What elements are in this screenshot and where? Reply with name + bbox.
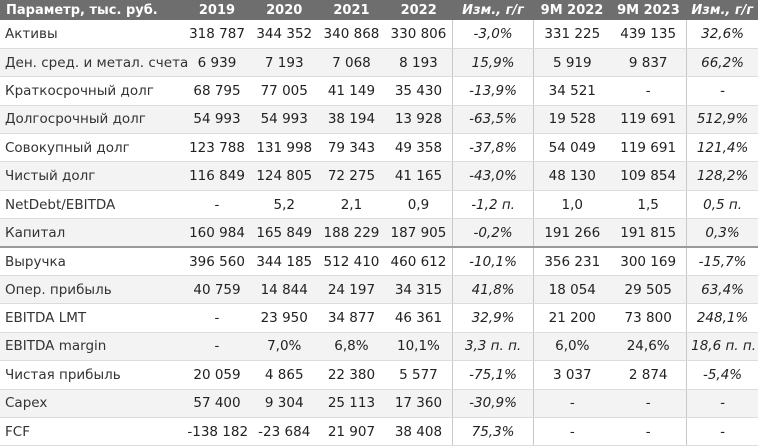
- cell-2022: 49 358: [385, 134, 452, 162]
- cell-change-yoy: -3,0%: [452, 20, 534, 48]
- row-name: Опер. прибыль: [0, 276, 183, 304]
- row-name: NetDebt/EBITDA: [0, 190, 183, 218]
- cell-9m-2023: 300 169: [610, 247, 686, 275]
- cell-2021: 21 907: [318, 417, 385, 445]
- row-name: Совокупный долг: [0, 134, 183, 162]
- cell-2021: 340 868: [318, 20, 385, 48]
- cell-2019: 160 984: [183, 219, 250, 247]
- cell-2021: 188 229: [318, 219, 385, 247]
- cell-2021: 22 380: [318, 361, 385, 389]
- header-2022: 2022: [385, 0, 452, 20]
- cell-2020: 4 865: [251, 361, 318, 389]
- cell-change-9m: -5,4%: [687, 361, 758, 389]
- cell-change-9m: 63,4%: [687, 276, 758, 304]
- header-param: Параметр, тыс. руб.: [0, 0, 183, 20]
- row-name: Чистая прибыль: [0, 361, 183, 389]
- cell-9m-2023: 119 691: [610, 134, 686, 162]
- cell-change-9m: -: [687, 77, 758, 105]
- cell-2020: 14 844: [251, 276, 318, 304]
- cell-2019: 396 560: [183, 247, 250, 275]
- cell-2019: 116 849: [183, 162, 250, 190]
- cell-2022: 5 577: [385, 361, 452, 389]
- cell-change-yoy: -63,5%: [452, 105, 534, 133]
- header-change-yoy: Изм., г/г: [452, 0, 534, 20]
- header-9m-2023: 9М 2023: [610, 0, 686, 20]
- cell-change-9m: -: [687, 389, 758, 417]
- table-row: [0, 417, 758, 445]
- cell-2020: 131 998: [251, 134, 318, 162]
- cell-2022: 187 905: [385, 219, 452, 247]
- cell-2020: 344 185: [251, 247, 318, 275]
- cell-change-9m: 512,9%: [687, 105, 758, 133]
- row-name: Выручка: [0, 247, 183, 275]
- cell-change-9m: 248,1%: [687, 304, 758, 332]
- table-row: [0, 332, 758, 360]
- cell-9m-2023: -: [610, 77, 686, 105]
- cell-9m-2023: 119 691: [610, 105, 686, 133]
- cell-9m-2023: 109 854: [610, 162, 686, 190]
- cell-9m-2023: 2 874: [610, 361, 686, 389]
- cell-change-9m: -15,7%: [687, 247, 758, 275]
- cell-2019: -: [183, 332, 250, 360]
- cell-9m-2023: 439 135: [610, 20, 686, 48]
- cell-2021: 72 275: [318, 162, 385, 190]
- table-row: [0, 105, 758, 133]
- cell-change-yoy: -0,2%: [452, 219, 534, 247]
- cell-2019: 6 939: [183, 48, 250, 76]
- table-row: [0, 134, 758, 162]
- cell-9m-2023: -: [610, 417, 686, 445]
- cell-change-9m: 128,2%: [687, 162, 758, 190]
- cell-2021: 512 410: [318, 247, 385, 275]
- cell-9m-2022: 54 049: [534, 134, 610, 162]
- cell-9m-2022: 19 528: [534, 105, 610, 133]
- cell-9m-2022: -: [534, 417, 610, 445]
- cell-2019: 57 400: [183, 389, 250, 417]
- cell-2021: 24 197: [318, 276, 385, 304]
- cell-change-9m: 0,5 п.: [687, 190, 758, 218]
- table-row: [0, 276, 758, 304]
- cell-2020: 7,0%: [251, 332, 318, 360]
- cell-change-yoy: -1,2 п.: [452, 190, 534, 218]
- header-change-9m: Изм., г/г: [687, 0, 758, 20]
- cell-2022: 17 360: [385, 389, 452, 417]
- cell-9m-2022: 48 130: [534, 162, 610, 190]
- cell-9m-2023: 9 837: [610, 48, 686, 76]
- cell-9m-2023: 24,6%: [610, 332, 686, 360]
- cell-9m-2023: 1,5: [610, 190, 686, 218]
- cell-2021: 7 068: [318, 48, 385, 76]
- cell-change-yoy: -30,9%: [452, 389, 534, 417]
- cell-9m-2022: 331 225: [534, 20, 610, 48]
- header-9m-2022: 9М 2022: [534, 0, 610, 20]
- cell-2021: 79 343: [318, 134, 385, 162]
- cell-9m-2022: 18 054: [534, 276, 610, 304]
- cell-2022: 35 430: [385, 77, 452, 105]
- cell-2022: 8 193: [385, 48, 452, 76]
- cell-2021: 38 194: [318, 105, 385, 133]
- cell-2021: 2,1: [318, 190, 385, 218]
- table-row: [0, 247, 758, 275]
- header-2021: 2021: [318, 0, 385, 20]
- cell-change-yoy: -13,9%: [452, 77, 534, 105]
- cell-2022: 0,9: [385, 190, 452, 218]
- cell-change-yoy: -10,1%: [452, 247, 534, 275]
- cell-2021: 25 113: [318, 389, 385, 417]
- cell-2020: 5,2: [251, 190, 318, 218]
- table-body: [0, 20, 758, 446]
- cell-change-9m: 18,6 п. п.: [687, 332, 758, 360]
- cell-change-yoy: 32,9%: [452, 304, 534, 332]
- cell-2020: 7 193: [251, 48, 318, 76]
- table-row: [0, 304, 758, 332]
- cell-change-9m: 32,6%: [687, 20, 758, 48]
- cell-2020: 54 993: [251, 105, 318, 133]
- header-2020: 2020: [251, 0, 318, 20]
- cell-2020: 344 352: [251, 20, 318, 48]
- cell-change-yoy: -43,0%: [452, 162, 534, 190]
- cell-2020: 77 005: [251, 77, 318, 105]
- cell-change-yoy: -75,1%: [452, 361, 534, 389]
- table-row: [0, 361, 758, 389]
- cell-2021: 6,8%: [318, 332, 385, 360]
- cell-change-yoy: 3,3 п. п.: [452, 332, 534, 360]
- cell-change-9m: 66,2%: [687, 48, 758, 76]
- row-name: Ден. сред. и метал. счета: [0, 48, 183, 76]
- cell-2019: 318 787: [183, 20, 250, 48]
- cell-9m-2023: -: [610, 389, 686, 417]
- cell-2019: 40 759: [183, 276, 250, 304]
- cell-2022: 41 165: [385, 162, 452, 190]
- row-name: Долгосрочный долг: [0, 105, 183, 133]
- cell-change-yoy: 15,9%: [452, 48, 534, 76]
- cell-9m-2022: 191 266: [534, 219, 610, 247]
- cell-2019: 123 788: [183, 134, 250, 162]
- row-name: Активы: [0, 20, 183, 48]
- cell-2020: 124 805: [251, 162, 318, 190]
- cell-change-yoy: -37,8%: [452, 134, 534, 162]
- cell-2020: 23 950: [251, 304, 318, 332]
- cell-change-9m: 121,4%: [687, 134, 758, 162]
- cell-9m-2022: -: [534, 389, 610, 417]
- row-name: Capex: [0, 389, 183, 417]
- cell-9m-2022: 34 521: [534, 77, 610, 105]
- cell-2019: 68 795: [183, 77, 250, 105]
- row-name: EBITDA LMT: [0, 304, 183, 332]
- cell-2020: -23 684: [251, 417, 318, 445]
- cell-2019: -: [183, 304, 250, 332]
- cell-2020: 165 849: [251, 219, 318, 247]
- cell-2022: 330 806: [385, 20, 452, 48]
- cell-2022: 13 928: [385, 105, 452, 133]
- row-name: Чистый долг: [0, 162, 183, 190]
- cell-2022: 46 361: [385, 304, 452, 332]
- cell-2022: 460 612: [385, 247, 452, 275]
- cell-change-yoy: 75,3%: [452, 417, 534, 445]
- table-row: [0, 190, 758, 218]
- cell-9m-2023: 191 815: [610, 219, 686, 247]
- cell-2019: 20 059: [183, 361, 250, 389]
- table-row: [0, 162, 758, 190]
- cell-9m-2022: 5 919: [534, 48, 610, 76]
- table-header-row: [0, 0, 758, 20]
- table-row: [0, 48, 758, 76]
- cell-2019: -: [183, 190, 250, 218]
- cell-9m-2023: 29 505: [610, 276, 686, 304]
- cell-change-9m: 0,3%: [687, 219, 758, 247]
- cell-2020: 9 304: [251, 389, 318, 417]
- table-row: [0, 77, 758, 105]
- row-name: Краткосрочный долг: [0, 77, 183, 105]
- cell-2021: 41 149: [318, 77, 385, 105]
- cell-2019: -138 182: [183, 417, 250, 445]
- cell-9m-2022: 356 231: [534, 247, 610, 275]
- cell-9m-2022: 21 200: [534, 304, 610, 332]
- cell-9m-2022: 3 037: [534, 361, 610, 389]
- cell-2022: 10,1%: [385, 332, 452, 360]
- cell-2022: 38 408: [385, 417, 452, 445]
- row-name: Капитал: [0, 219, 183, 247]
- cell-2019: 54 993: [183, 105, 250, 133]
- cell-9m-2022: 6,0%: [534, 332, 610, 360]
- cell-9m-2023: 73 800: [610, 304, 686, 332]
- cell-change-9m: -: [687, 417, 758, 445]
- row-name: EBITDA margin: [0, 332, 183, 360]
- cell-2022: 34 315: [385, 276, 452, 304]
- cell-change-yoy: 41,8%: [452, 276, 534, 304]
- table-row: [0, 389, 758, 417]
- table-row: [0, 20, 758, 48]
- row-name: FCF: [0, 417, 183, 445]
- header-2019: 2019: [183, 0, 250, 20]
- table-row: [0, 219, 758, 247]
- cell-2021: 34 877: [318, 304, 385, 332]
- cell-9m-2022: 1,0: [534, 190, 610, 218]
